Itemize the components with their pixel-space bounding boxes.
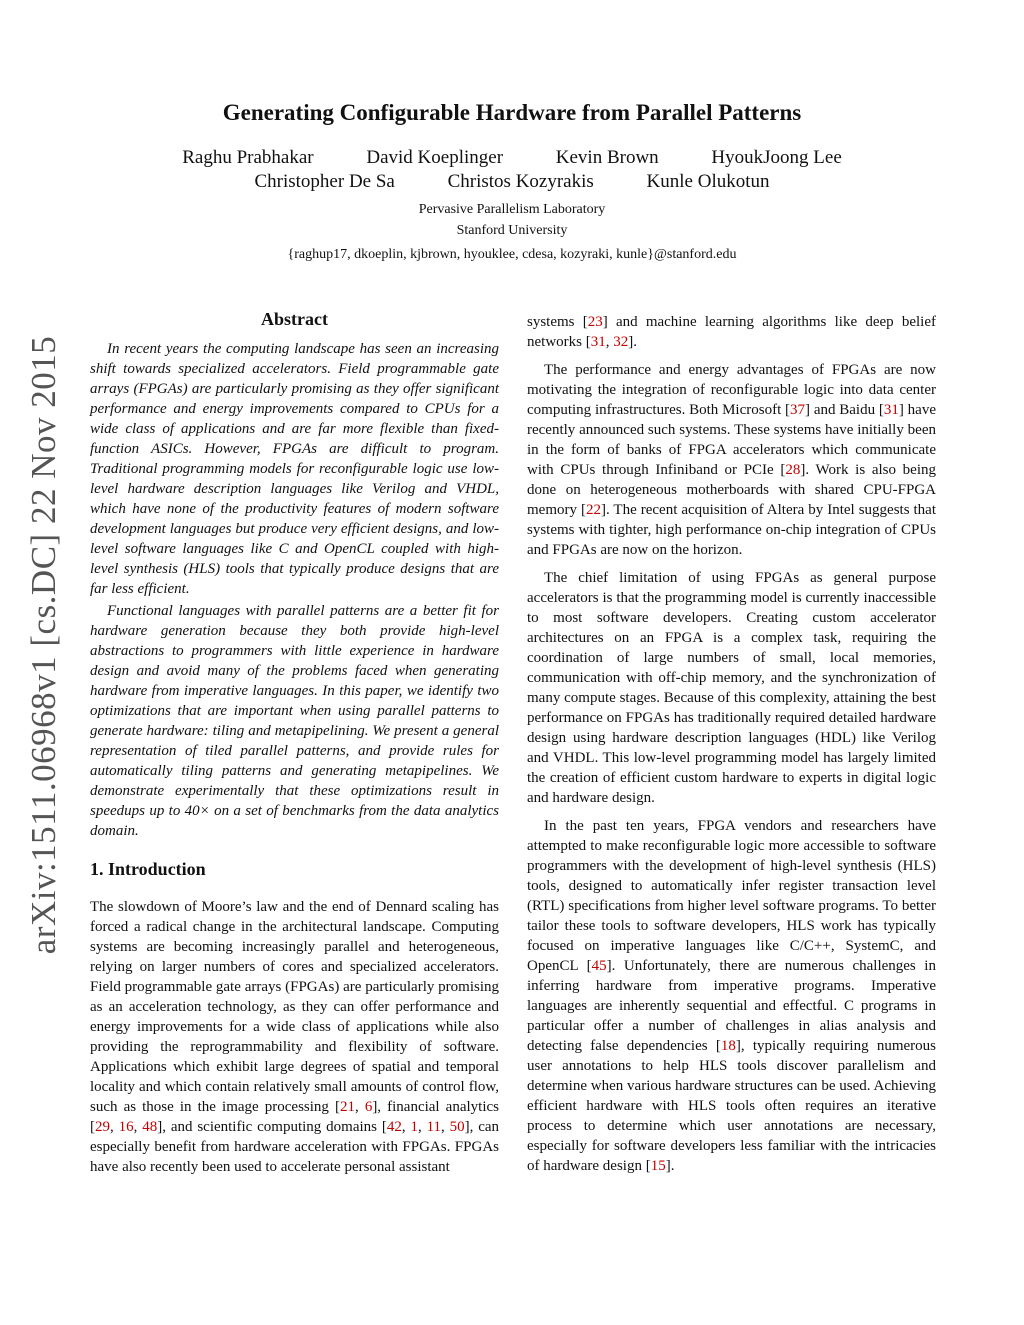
citation-link[interactable]: 32 xyxy=(613,334,629,350)
author-name: Kunle Olukotun xyxy=(646,171,770,192)
paragraph-text: ] have recently announced such systems. These systems have initially been in the form of banks of FPGA accelerators which communicate with CPUs through Infiniband or PCIe [ xyxy=(527,402,936,478)
citation-separator: , xyxy=(133,1119,143,1135)
citation-separator: , xyxy=(401,1119,411,1135)
citation-link[interactable]: 21 xyxy=(339,1099,355,1115)
author-name: David Koeplinger xyxy=(366,147,504,168)
citation-link[interactable]: 22 xyxy=(585,502,601,518)
citation-link[interactable]: 16 xyxy=(118,1119,134,1135)
intro-paragraph xyxy=(527,360,936,560)
intro-paragraph xyxy=(527,816,936,1176)
author-name: Christos Kozyrakis xyxy=(447,171,594,192)
author-name: Kevin Brown xyxy=(555,147,659,168)
paragraph-text: ]. xyxy=(628,334,637,350)
paragraph-text: ]. Work is also being done on heterogeneous motherboards with shared CPU-FPGA memory [ xyxy=(527,462,936,518)
paragraph-text: ], typically requiring numerous user annotations to help HLS tools discover parallelism and determine when various hardware structures can be used. Achieving efficient hardware with HLS tools often requires an iterative process to determine which user annotations are necessary, especially for software developers less familiar with the intricacies of hardware design [ xyxy=(527,1038,936,1174)
author-name: HyoukJoong Lee xyxy=(711,147,842,168)
affiliation-lab: Pervasive Parallelism Laboratory xyxy=(418,202,606,217)
citation-link[interactable]: 23 xyxy=(587,314,603,330)
citation-link[interactable]: 50 xyxy=(449,1119,465,1135)
author-list-row-2 xyxy=(0,171,1024,193)
citation-link[interactable]: 15 xyxy=(650,1158,666,1174)
citation-link[interactable]: 42 xyxy=(386,1119,402,1135)
author-name: Raghu Prabhakar xyxy=(182,147,314,168)
paragraph-text: ]. xyxy=(665,1158,675,1174)
paragraph-text: systems [ xyxy=(527,314,588,330)
citation-separator: , xyxy=(441,1119,450,1135)
author-name: Christopher De Sa xyxy=(254,171,395,192)
paper-title: Generating Configurable Hardware from Parallel Patterns xyxy=(222,100,802,125)
abstract-paragraph: In recent years the computing landscape has seen an increasing shift towards specialized accelerators. Field programmable gate arrays (FPGAs) are particularly promising as they offer significant performance and energy improvements compared to CPUs for a wide class of applications and are far more flexible than fixed-function ASICs. However, FPGAs are difficult to program. Traditional programming models for reconfigurable logic use low-level hardware description languages like Verilog and VHDL, which have none of the productivity features of modern software development languages but produce very efficient designs, and low-level software languages like C and OpenCL coupled with high-level synthesis (HLS) tools that typically produce designs that are far less efficient. xyxy=(90,341,499,597)
author-emails: {raghup17, dkoeplin, kjbrown, hyouklee, cdesa, kozyraki, kunle}@stanford.edu xyxy=(287,247,737,262)
section-heading-introduction: 1. Introduction xyxy=(90,859,206,879)
abstract-heading: Abstract xyxy=(261,309,328,329)
paragraph-text: ] and machine learning algorithms like deep belief networks [ xyxy=(527,314,936,350)
citation-link[interactable]: 1 xyxy=(410,1119,418,1135)
citation-separator: , xyxy=(417,1119,427,1135)
right-column xyxy=(527,312,936,1176)
citation-link[interactable]: 29 xyxy=(95,1119,110,1135)
paragraph-text: ]. The recent acquisition of Altera by Intel suggests that systems with tighter, high performance on-chip integration of CPUs and FPGAs are now on the horizon. xyxy=(527,502,937,558)
citation-link[interactable]: 6 xyxy=(364,1099,373,1115)
paragraph-text: ], can especially benefit from hardware acceleration with FPGAs. FPGAs have also recently been used to accelerate personal assistant xyxy=(90,1119,500,1175)
paragraph-text: ], financial analytics [ xyxy=(90,1099,499,1135)
citation-link[interactable]: 18 xyxy=(720,1038,736,1054)
paragraph-text: ] and Baidu [ xyxy=(805,402,884,418)
paragraph-text: The performance and energy advantages of FPGAs are now motivating the integration of reconfigurable logic into data center computing infrastructures. Both Microsoft [ xyxy=(527,362,936,418)
arxiv-id-text: arXiv:1511.06968v1 [cs.DC] 22 Nov 2015 xyxy=(24,335,63,955)
intro-paragraph: The chief limitation of using FPGAs as general purpose accelerators is that the programming model is currently inaccessible to most software developers. Creating custom accelerator architectures on an FPGA is a complex task, requiring the coordination of large numbers of small, local memories, communication with off-chip memory, and the synchronization of many compute stages. Because of this complexity, attaining the best performance on FPGAs has traditionally required detailed hardware design using hardware description languages (HDL) like Verilog and VHDL. This low-level programming model has largely limited the creation of efficient custom hardware to experts in digital logic and hardware design. xyxy=(527,570,936,806)
paragraph-text: ]. Unfortunately, there are numerous challenges in inferring hardware from imperative programs. Imperative languages are inherently sequential and effectful. C programs in particular offer a number of challenges in alias analysis and detecting false dependencies [ xyxy=(527,958,936,1054)
arxiv-identifier xyxy=(24,335,64,955)
citation-link[interactable]: 11 xyxy=(426,1119,442,1135)
paragraph-text: The slowdown of Moore’s law and the end of Dennard scaling has forced a radical change in the architectural landscape. Computing systems are becoming increasingly parallel and heterogeneous, relying on larger numbers of cores and specialized accelerators. Field programmable gate arrays (FPGAs) are particularly promising as an acceleration technology, as they can offer performance and energy improvements for a wide class of applications while also providing the reprogrammability and flexibility of software. Applications which exhibit large degrees of spatial and temporal locality and which contain relatively small amounts of control flow, such as those in the image processing [ xyxy=(90,899,499,1115)
paragraph-text: In the past ten years, FPGA vendors and researchers have attempted to make reconfigurable logic more accessible to software programmers with the development of high-level synthesis (HLS) tools, designed to automatically infer register transaction level (RTL) specifications from higher level software programs. To better tailor these tools to software developers, HLS work has typically focused on imperative languages like C/C++, SystemC, and OpenCL [ xyxy=(527,818,936,974)
citation-separator: , xyxy=(605,334,614,350)
intro-paragraph-continued xyxy=(527,312,936,352)
abstract-body xyxy=(90,339,499,841)
paragraph-text: ], and scientific computing domains [ xyxy=(157,1119,387,1135)
citation-link[interactable]: 31 xyxy=(590,334,606,350)
abstract-paragraph: Functional languages with parallel patterns are a better fit for hardware generation because they both provide high-level abstractions to programmers with little experience in hardware design and avoid many of the problems faced when generating hardware from imperative languages. In this paper, we identify two optimizations that are important when using parallel patterns to generate hardware: tiling and metapipelining. We present a general representation of tiled parallel patterns, and provide rules for automatically tiling patterns and generating metapipelines. We demonstrate experimentally that these optimizations result in speedups up to 40× on a set of benchmarks from the data analytics domain. xyxy=(90,603,499,839)
author-list-row-1 xyxy=(0,147,1024,169)
citation-separator: , xyxy=(110,1119,119,1135)
left-column xyxy=(90,309,499,1177)
citation-link[interactable]: 37 xyxy=(790,402,806,418)
intro-paragraph xyxy=(90,897,499,1177)
affiliation-university: Stanford University xyxy=(456,223,568,238)
citation-link[interactable]: 31 xyxy=(883,402,899,418)
citation-link[interactable]: 45 xyxy=(591,958,607,974)
citation-separator: , xyxy=(354,1099,365,1115)
citation-link[interactable]: 28 xyxy=(785,462,801,478)
citation-link[interactable]: 48 xyxy=(142,1119,158,1135)
